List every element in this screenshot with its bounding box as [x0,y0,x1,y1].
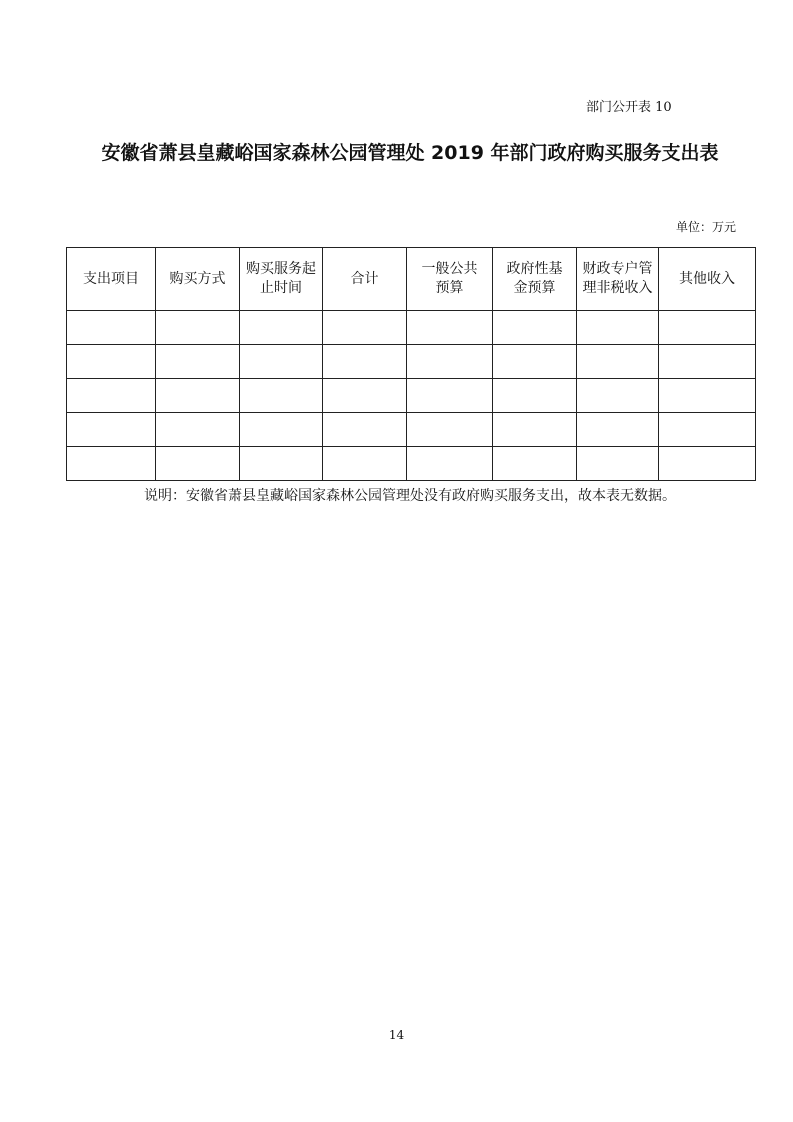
table-row [67,379,756,413]
table-cell [323,413,407,447]
table-cell [240,447,323,481]
table-cell [67,379,156,413]
table-cell [156,345,240,379]
header-service-period: 购买服务起止时间 [240,248,323,311]
header-general-budget: 一般公共预算 [407,248,493,311]
table-cell [493,413,577,447]
table-cell [67,413,156,447]
table-cell [67,345,156,379]
table-cell [659,311,756,345]
table-cell [67,311,156,345]
header-fund-budget: 政府性基金预算 [493,248,577,311]
table-cell [493,311,577,345]
table-cell [323,379,407,413]
table-cell [407,345,493,379]
explanatory-note: 说明：安徽省萧县皇藏峪国家森林公园管理处没有政府购买服务支出，故本表无数据。 [144,488,676,504]
expense-table [66,247,756,481]
table-cell [323,345,407,379]
table-cell [493,447,577,481]
table-cell [240,413,323,447]
table-cell [407,413,493,447]
table-cell [156,447,240,481]
table-cell [240,379,323,413]
header-total: 合计 [323,248,407,311]
header-non-tax-income: 财政专户管理非税收入 [577,248,659,311]
table-cell [577,345,659,379]
table-cell [659,447,756,481]
table-cell [67,447,156,481]
table-cell [659,345,756,379]
unit-label: 单位：万元 [676,220,737,234]
table-label: 部门公开表 10 [586,100,672,115]
table-cell [323,311,407,345]
table-row [67,413,756,447]
table-cell [493,379,577,413]
page-number: 14 [388,1028,405,1042]
header-expense-item: 支出项目 [67,248,156,311]
table-row [67,345,756,379]
header-other-income: 其他收入 [659,248,756,311]
table-cell [407,379,493,413]
table-cell [407,447,493,481]
table-cell [156,413,240,447]
table-cell [156,379,240,413]
header-purchase-method: 购买方式 [156,248,240,311]
table-cell [577,379,659,413]
table-cell [577,413,659,447]
table-cell [493,345,577,379]
table-cell [240,345,323,379]
table-cell [577,447,659,481]
table-cell [156,311,240,345]
table-cell [659,413,756,447]
table-cell [240,311,323,345]
table-cell [577,311,659,345]
table-row [67,311,756,345]
table-cell [659,379,756,413]
table-row [67,447,756,481]
document-title: 安徽省萧县皇藏峪国家森林公园管理处 2019 年部门政府购买服务支出表 [101,142,719,164]
table-cell [407,311,493,345]
table-cell [323,447,407,481]
table-header-row [67,248,756,311]
